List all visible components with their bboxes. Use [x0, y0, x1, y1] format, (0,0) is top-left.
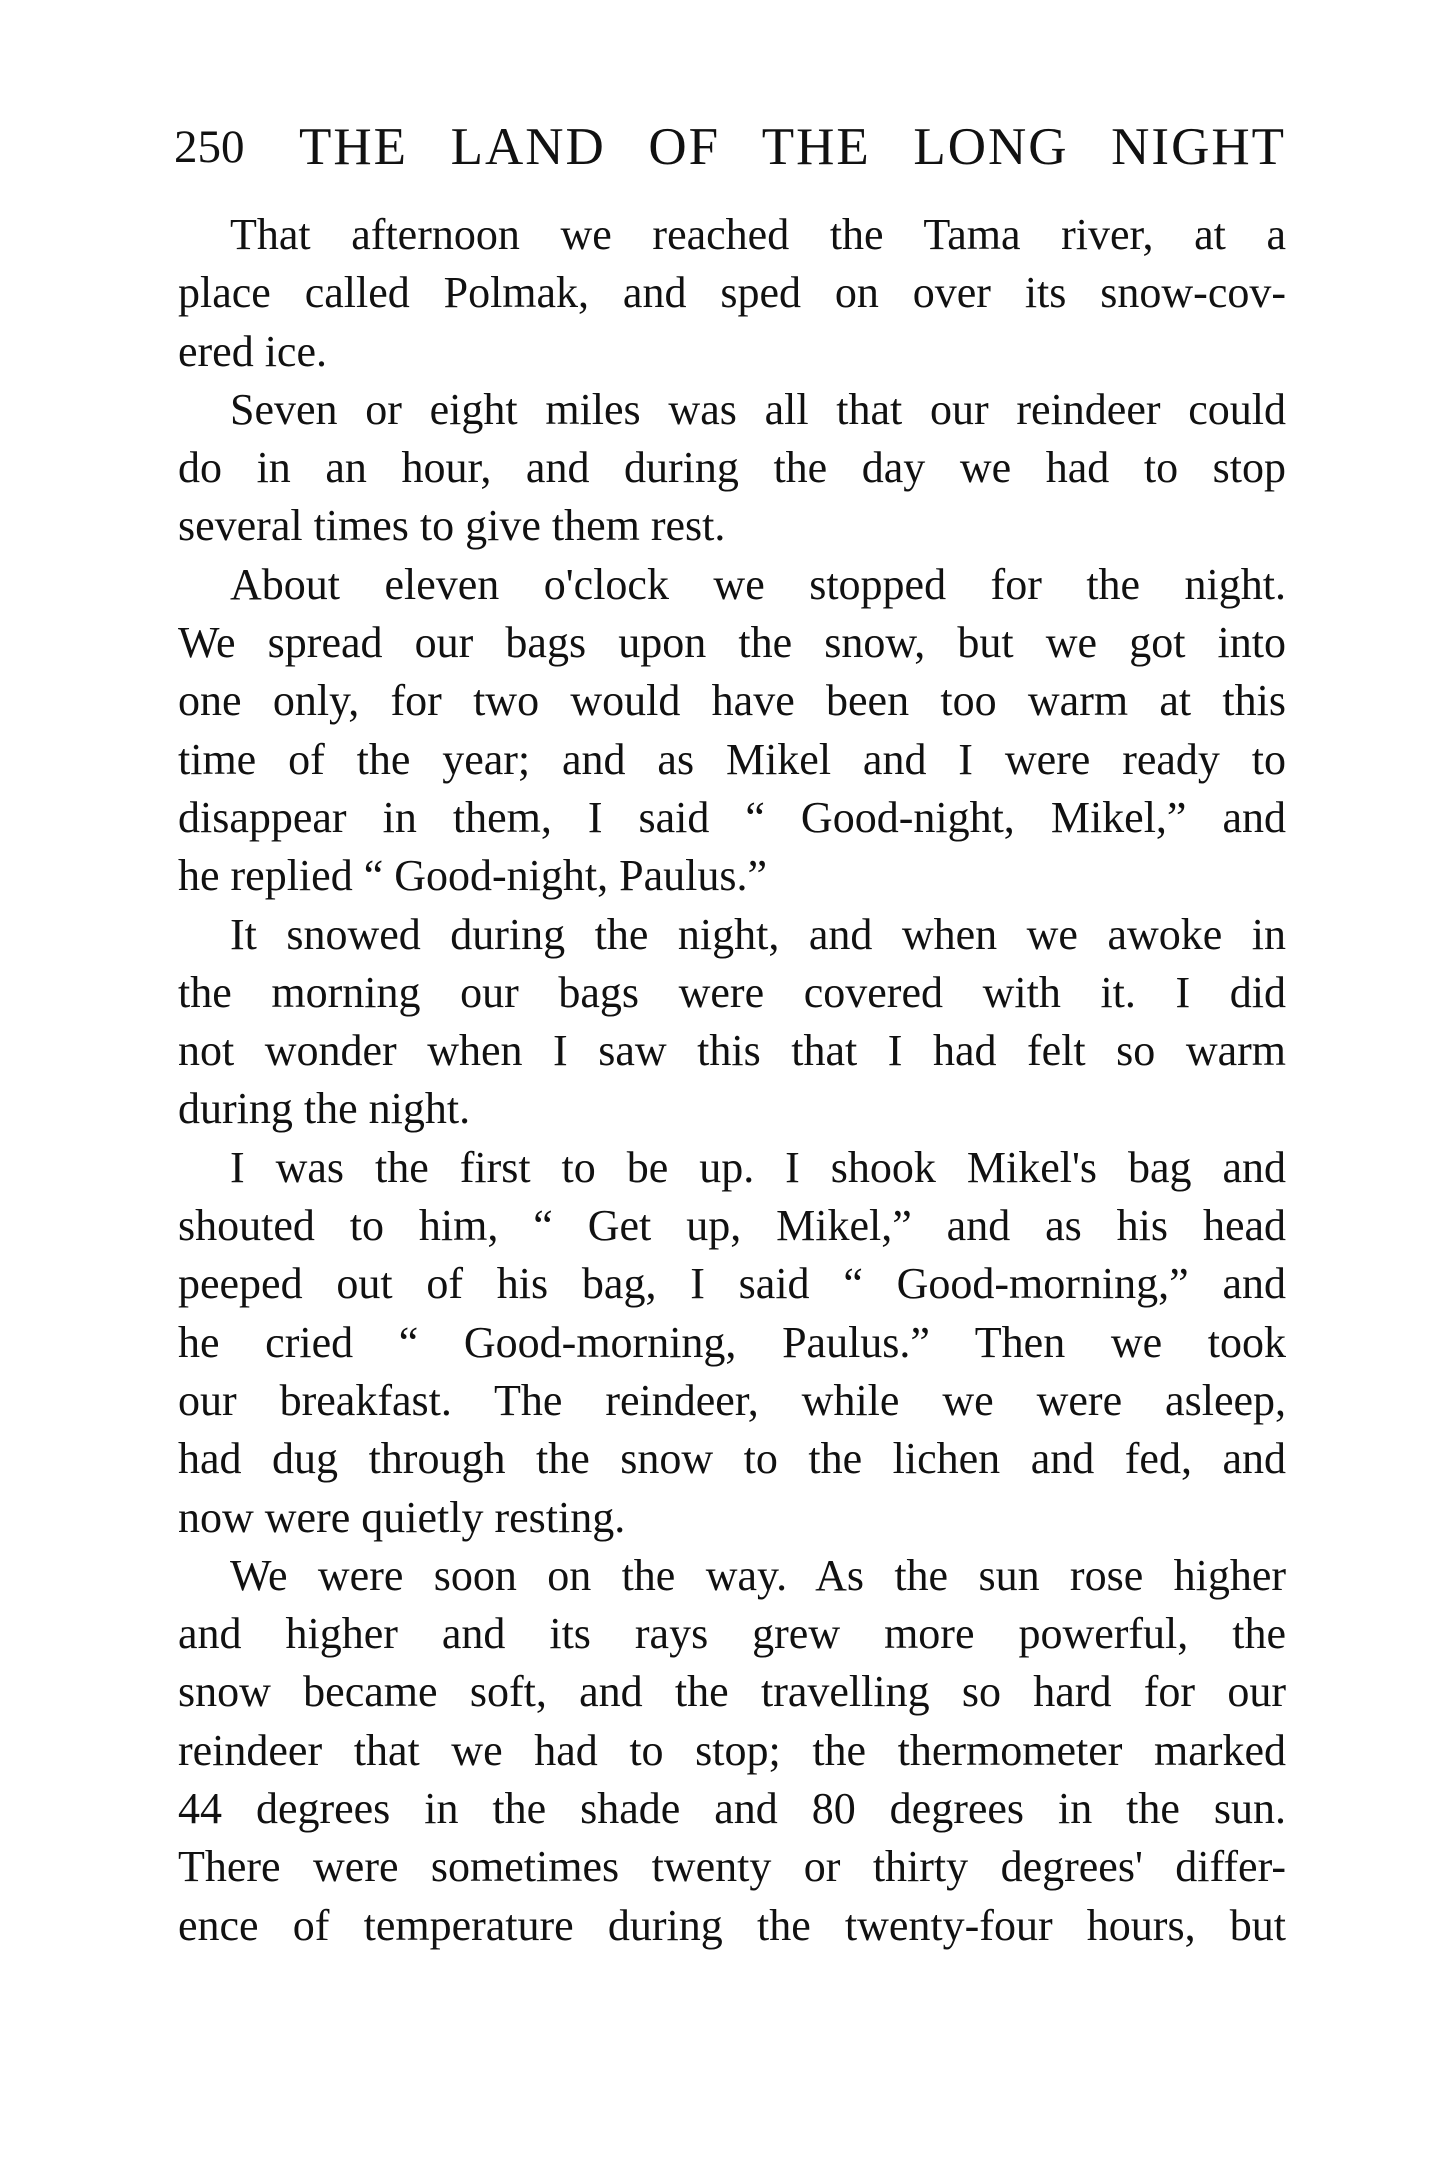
- text-line: shouted to him, “ Get up, Mikel,” and as his head: [178, 1201, 1286, 1251]
- text-line: About eleven o'clock we stopped for the night.: [230, 559, 1286, 609]
- text-line: the morning our bags were covered with it. I did: [178, 967, 1286, 1017]
- text-line: snow became soft, and the travelling so hard for our: [178, 1667, 1286, 1717]
- paragraph: [178, 556, 1286, 906]
- text-line: time of the year; and as Mikel and I were ready to: [178, 734, 1286, 784]
- paragraph: [178, 206, 1286, 381]
- text-line: not wonder when I saw this that I had felt so warm: [178, 1026, 1286, 1076]
- text-line: We spread our bags upon the snow, but we got into: [178, 618, 1286, 668]
- text-line: several times to give them rest.: [178, 501, 726, 551]
- running-title: THE LAND OF THE LONG NIGHT: [299, 118, 1286, 176]
- text-line: do in an hour, and during the day we had to stop: [178, 443, 1286, 493]
- text-line: he replied “ Good-night, Paulus.”: [178, 851, 767, 901]
- text-line: ence of temperature during the twenty-four hours, but: [178, 1900, 1286, 1950]
- text-line: and higher and its rays grew more powerful, the: [178, 1609, 1286, 1659]
- text-line: reindeer that we had to stop; the thermometer marked: [178, 1725, 1286, 1775]
- body-text: [178, 206, 1286, 1955]
- paragraph: [178, 1547, 1286, 1955]
- text-line: Seven or eight miles was all that our reindeer could: [230, 384, 1286, 434]
- text-line: peeped out of his bag, I said “ Good-morning,” and: [178, 1259, 1286, 1309]
- text-line: he cried “ Good-morning, Paulus.” Then we took: [178, 1317, 1286, 1367]
- text-line: had dug through the snow to the lichen and fed, and: [178, 1434, 1286, 1484]
- text-line: place called Polmak, and sped on over its snow-cov-: [178, 268, 1286, 318]
- text-line: We were soon on the way. As the sun rose higher: [230, 1550, 1286, 1600]
- text-line: our breakfast. The reindeer, while we were asleep,: [178, 1375, 1286, 1425]
- text-line: during the night.: [178, 1084, 471, 1134]
- text-line: There were sometimes twenty or thirty degrees' differ-: [178, 1842, 1286, 1892]
- text-line: I was the first to be up. I shook Mikel's bag and: [230, 1142, 1286, 1192]
- text-line: 44 degrees in the shade and 80 degrees in the sun.: [178, 1784, 1286, 1834]
- running-head: [174, 112, 1286, 182]
- paragraph: [178, 1139, 1286, 1547]
- paragraph: [178, 381, 1286, 556]
- text-line: now were quietly resting.: [178, 1492, 626, 1542]
- text-line: ered ice.: [178, 326, 327, 376]
- text-line: That afternoon we reached the Tama river, at a: [230, 210, 1286, 259]
- page-number: 250: [174, 121, 245, 173]
- text-line: It snowed during the night, and when we awoke in: [230, 909, 1286, 959]
- text-line: one only, for two would have been too warm at this: [178, 676, 1286, 726]
- text-line: disappear in them, I said “ Good-night, Mikel,” and: [178, 792, 1286, 842]
- paragraph: [178, 906, 1286, 1139]
